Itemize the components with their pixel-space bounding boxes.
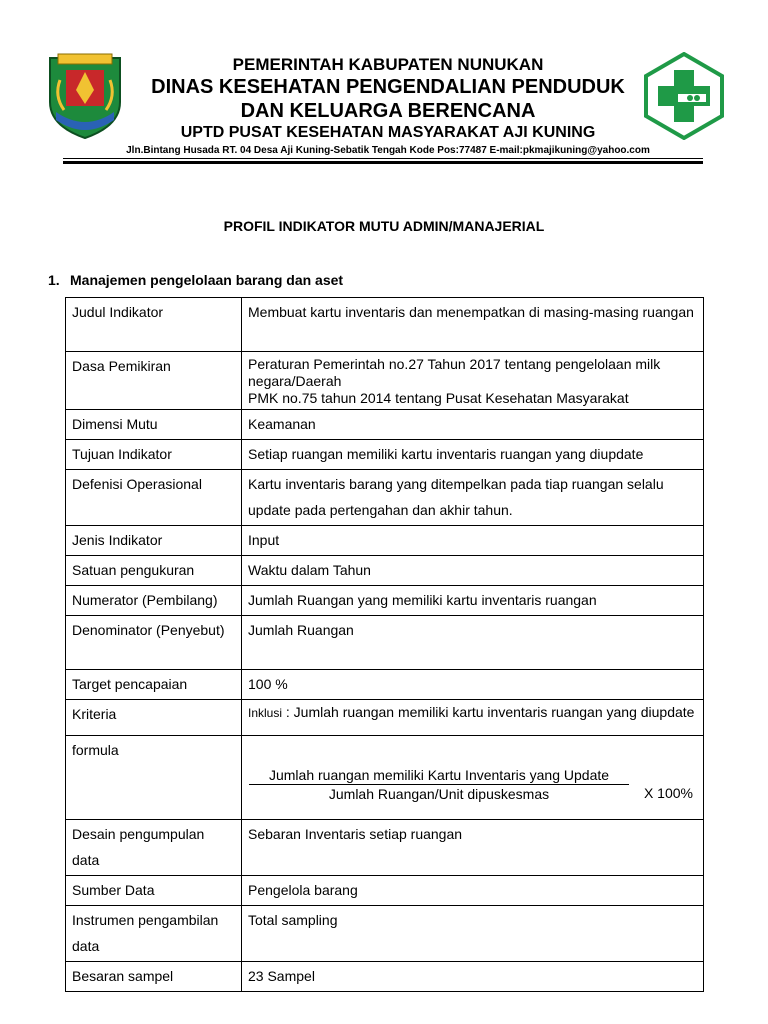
table-row bbox=[66, 410, 704, 440]
letterhead-line-1: PEMERINTAH KABUPATEN NUNUKAN bbox=[232, 55, 544, 74]
kriteria-prefix: Inklusi bbox=[248, 706, 283, 720]
kriteria-value: : Jumlah ruangan memiliki kartu inventaris ruangan yang diupdate bbox=[282, 704, 695, 720]
table-row bbox=[66, 736, 704, 820]
row-value: Jumlah Ruangan yang memiliki kartu inventaris ruangan bbox=[242, 586, 704, 616]
table-row bbox=[66, 670, 704, 700]
table-row bbox=[66, 526, 704, 556]
row-value-line: Peraturan Pemerintah no.27 Tahun 2017 tentang pengelolaan milk negara/Daerah bbox=[248, 356, 661, 389]
table-row bbox=[66, 556, 704, 586]
row-label: Desain pengumpulan data bbox=[66, 820, 242, 876]
puskesmas-cross-logo-icon bbox=[640, 52, 728, 140]
row-label: Tujuan Indikator bbox=[66, 440, 242, 470]
letterhead-line-4: UPTD PUSAT KESEHATAN MASYARAKAT AJI KUNING bbox=[180, 124, 596, 141]
row-label: formula bbox=[66, 736, 242, 820]
row-value: 100 % bbox=[242, 670, 704, 700]
indicator-profile-table bbox=[65, 297, 704, 992]
row-label: Dimensi Mutu bbox=[66, 410, 242, 440]
row-label: Denominator (Penyebut) bbox=[66, 616, 242, 670]
table-row bbox=[66, 352, 704, 410]
row-label: Jenis Indikator bbox=[66, 526, 242, 556]
table-row bbox=[66, 962, 704, 992]
row-value: Jumlah Ruangan bbox=[242, 616, 704, 670]
table-row bbox=[66, 440, 704, 470]
row-value-line: PMK no.75 tahun 2014 tentang Pusat Kesehatan Masyarakat bbox=[248, 390, 629, 406]
formula-denominator: Jumlah Ruangan/Unit dipuskesmas bbox=[328, 786, 550, 802]
row-label: Kriteria bbox=[66, 700, 242, 736]
row-value: Total sampling bbox=[242, 906, 704, 962]
letterhead-line-3: DAN KELUARGA BERENCANA bbox=[240, 100, 536, 122]
table-row bbox=[66, 820, 704, 876]
table-row bbox=[66, 470, 704, 526]
formula-multiplier: X 100% bbox=[643, 785, 693, 801]
row-value: Input bbox=[242, 526, 704, 556]
row-value: Sebaran Inventaris setiap ruangan bbox=[242, 820, 704, 876]
row-label: Instrumen pengambilan data bbox=[66, 906, 242, 962]
kriteria-text bbox=[248, 701, 697, 722]
formula-fraction bbox=[249, 766, 629, 803]
table-row bbox=[66, 906, 704, 962]
table-row bbox=[66, 298, 704, 352]
row-label: Target pencapaian bbox=[66, 670, 242, 700]
section-heading bbox=[48, 272, 343, 288]
table-row bbox=[66, 876, 704, 906]
letterhead-address: Jln.Bintang Husada RT. 04 Desa Aji Kuning-Sebatik Tengah Kode Pos:77487 E-mail:pkmajikuning@yahoo.com bbox=[126, 145, 650, 156]
formula-numerator: Jumlah ruangan memiliki Kartu Inventaris yang Update bbox=[249, 766, 629, 785]
letterhead-rule-thin bbox=[63, 158, 703, 159]
row-label: Defenisi Operasional bbox=[66, 470, 242, 526]
formula-cell bbox=[242, 736, 704, 820]
document-title: PROFIL INDIKATOR MUTU ADMIN/MANAJERIAL bbox=[223, 218, 545, 234]
row-value: Membuat kartu inventaris dan menempatkan di masing-masing ruangan bbox=[242, 298, 704, 352]
table-row bbox=[66, 616, 704, 670]
row-label: Numerator (Pembilang) bbox=[66, 586, 242, 616]
letterhead-rule-thick bbox=[63, 161, 703, 164]
section-number: 1. bbox=[48, 272, 60, 288]
row-value bbox=[242, 352, 704, 410]
table-row bbox=[66, 700, 704, 736]
section-title: Manajemen pengelolaan barang dan aset bbox=[70, 272, 344, 288]
letterhead bbox=[0, 0, 768, 170]
row-value: Keamanan bbox=[242, 410, 704, 440]
row-label: Sumber Data bbox=[66, 876, 242, 906]
row-value bbox=[242, 700, 704, 736]
row-label: Satuan pengukuran bbox=[66, 556, 242, 586]
table-row bbox=[66, 586, 704, 616]
row-value: 23 Sampel bbox=[242, 962, 704, 992]
row-value: Setiap ruangan memiliki kartu inventaris ruangan yang diupdate bbox=[242, 440, 704, 470]
row-value: Waktu dalam Tahun bbox=[242, 556, 704, 586]
row-label: Besaran sampel bbox=[66, 962, 242, 992]
row-value: Pengelola barang bbox=[242, 876, 704, 906]
row-label: Dasa Pemikiran bbox=[66, 352, 242, 410]
letterhead-line-2: DINAS KESEHATAN PENGENDALIAN PENDUDUK bbox=[151, 76, 625, 98]
row-value: Kartu inventaris barang yang ditempelkan pada tiap ruangan selalu update pada pertengahan dan akhir tahun. bbox=[242, 470, 704, 526]
row-label: Judul Indikator bbox=[66, 298, 242, 352]
